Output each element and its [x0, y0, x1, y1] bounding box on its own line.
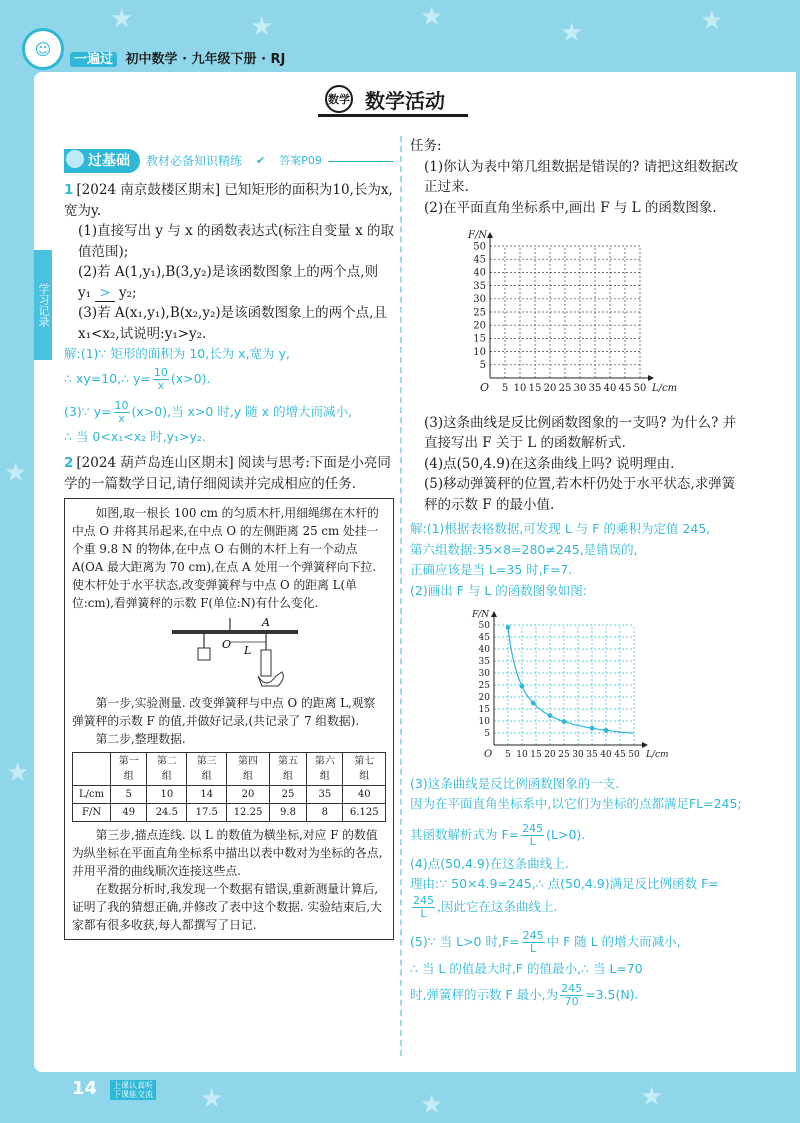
y-tick-label: 30: [473, 294, 486, 306]
y-tick-label: 35: [478, 657, 490, 667]
q1-solution-line: 解:(1)∵ 矩形的面积为 10,长为 x,宽为 y,: [64, 346, 290, 361]
question-number: 1: [64, 182, 74, 198]
solution-line: (2)画出 F 与 L 的函数图象如图:: [410, 582, 587, 598]
side-tab: 学习记录: [34, 250, 52, 360]
section-banner: [64, 148, 394, 174]
table-cell: 40: [343, 786, 386, 804]
star-icon: ★: [420, 1090, 444, 1120]
task-2: (2)在平面直角坐标系中,画出 F 与 L 的函数图象.: [424, 199, 717, 216]
sol-text: 中 F 随 L 的增大而减小,: [546, 933, 681, 949]
origin-label: O: [484, 749, 493, 760]
table-row: [73, 786, 386, 804]
math-badge-icon: 数学: [325, 85, 353, 113]
data-table: [72, 752, 386, 822]
q1-solution-line: [64, 367, 394, 392]
table-cell: 9.8: [269, 804, 306, 822]
y-tick-label: 40: [478, 645, 490, 655]
weight-box: [198, 648, 210, 660]
sol-text: (L>0).: [546, 826, 586, 842]
sol-text: 其函数解析式为 F=: [410, 826, 520, 842]
y-tick-label: 10: [473, 346, 486, 358]
denominator: x: [157, 378, 165, 392]
denominator: x: [118, 411, 125, 425]
q1-part2-text: (2)若 A(1,y₁),B(3,y₂)是该函数图象上的两个点,则 y₁: [78, 264, 379, 301]
denominator: L: [529, 834, 536, 848]
origin-label: O: [480, 381, 490, 394]
sol-text: (x>0).: [170, 370, 211, 386]
brand-label: 一遍过: [70, 52, 117, 67]
sol-text: 时,弹簧秤的示数 F 最小,为: [410, 987, 559, 1002]
x-tick-label: 50: [628, 750, 640, 760]
solution-line: ∴ 当 L 的值最大时,F 的值最小,∴ 当 L=70: [410, 960, 643, 976]
lever-diagram: [72, 616, 386, 690]
table-cell: 第五组: [269, 753, 306, 786]
table-row: [73, 804, 386, 822]
table-cell: 8: [307, 804, 343, 822]
star-icon: ★: [560, 18, 584, 48]
banner-tag: 过基础: [64, 149, 140, 174]
star-icon: ★: [250, 12, 274, 42]
star-icon: ★: [640, 1082, 664, 1112]
star-icon: ★: [420, 2, 444, 32]
table-cell: 49: [111, 804, 147, 822]
question-2-stem: [64, 453, 394, 494]
y-tick-label: 15: [473, 333, 486, 345]
diary-step4: 在数据分析时,我发现一个数据有错误,重新测量计算后,证明了我的猜想正确,并修改了表中这个数据. 实验结束后,大家都有很多收获,每人都撰写了日记.: [72, 882, 382, 932]
x-tick-label: 35: [586, 750, 598, 760]
stem-text: [2024 葫芦岛连山区期末] 阅读与思考:下面是小亮同学的一篇数学日记,请仔细阅读并完成相应的任务.: [64, 455, 391, 492]
table-cell: 5: [111, 786, 147, 804]
task-5: (5)移动弹簧秤的位置,若木杆仍处于水平状态,求弹簧秤的示数 F 的最小值.: [424, 476, 736, 513]
question-number: 2: [64, 455, 74, 471]
denominator: 70: [564, 995, 579, 1008]
check-icon: ✔: [256, 153, 266, 167]
star-icon: ★: [4, 458, 28, 488]
label-a: A: [262, 616, 270, 629]
numerator: 245: [522, 928, 544, 942]
table-cell: 10: [147, 786, 187, 804]
table-cell: L/cm: [73, 786, 111, 804]
x-tick-label: 15: [530, 750, 542, 760]
table-cell: 第四组: [227, 753, 269, 786]
solution-line: (4)点(50,4.9)在这条曲线上.: [410, 855, 569, 871]
x-axis-label: L/cm: [646, 750, 669, 760]
y-tick-label: 50: [478, 621, 490, 631]
spring-scale: [261, 650, 271, 676]
x-tick-label: 10: [516, 750, 528, 760]
series-label: 初中数学 · 九年级下册 · RJ: [125, 52, 286, 67]
mascot-icon: ☺: [22, 28, 64, 70]
fraction: [412, 895, 435, 920]
sol-text: (5)∵ 当 L>0 时,F=: [410, 933, 520, 949]
sol-text: ∴ xy=10,∴ y=: [64, 370, 151, 386]
y-tick-label: 45: [473, 254, 486, 266]
fraction: [521, 823, 544, 848]
sol-text: ,因此它在这条曲线上.: [437, 898, 558, 914]
table-cell: 第六组: [307, 753, 343, 786]
table-cell: [73, 753, 111, 786]
x-tick-label: 25: [558, 383, 572, 394]
fraction: [153, 367, 169, 392]
q1-part2-end: y₂;: [118, 284, 137, 301]
solution-line: [410, 874, 744, 920]
denominator: L: [530, 941, 537, 955]
series-header: [70, 48, 285, 67]
fraction: [114, 400, 130, 425]
answer-chart: [452, 601, 744, 774]
left-column: [64, 146, 394, 940]
x-tick-label: 20: [543, 383, 557, 394]
solution-line: [410, 983, 744, 1008]
solution-line: [410, 823, 744, 848]
sol-text: 理由:∵ 50×4.9=245,∴ 点(50,4.9)满足反比例函数 F=: [410, 876, 719, 891]
y-tick-label: 45: [478, 633, 490, 643]
x-tick-label: 40: [600, 750, 612, 760]
x-tick-label: 30: [573, 383, 587, 394]
y-axis-arrow: [487, 232, 493, 238]
task-4: (4)点(50,4.9)在这条曲线上吗? 说明理由.: [424, 455, 675, 472]
fraction: [560, 983, 583, 1008]
diary-intro: 如图,取一根长 100 cm 的匀质木杆,用细绳绑在木杆的中点 O 并将其吊起来,在中点 O 的左侧距离 25 cm 处挂一个重 9.8 N 的物体,在中点 O 右侧的木杆上有一个动点 A(OA 最大距离为 70 cm),在点 A 处用一个弹簧秤向下拉. 使木杆处于水平状态,改变弹簧秤与中点 O 的距离 L(单位:cm),看弹簧秤的示数 F(单位:N)有什么变化.: [72, 506, 379, 610]
footer-note-line: 上课认真听: [113, 1081, 153, 1090]
y-tick-label: 40: [473, 267, 486, 279]
x-tick-label: 40: [603, 383, 617, 394]
x-tick-label: 20: [544, 750, 556, 760]
table-cell: 第一组: [111, 753, 147, 786]
footer-note-line: 下课能交流: [113, 1090, 153, 1099]
solution-line: (3)这条曲线是反比例函数图象的一支.: [410, 775, 620, 791]
solution-line: 第六组数据:35×8=280≠245,是错误的,: [410, 541, 638, 557]
star-icon: ★: [6, 758, 30, 788]
diary-box: [64, 498, 394, 940]
x-axis-arrow: [642, 742, 648, 748]
x-tick-label: 15: [528, 383, 542, 394]
x-tick-label: 10: [513, 383, 527, 394]
x-tick-label: 25: [558, 750, 570, 760]
y-tick-label: 20: [478, 693, 490, 703]
answer-chart-svg: [452, 601, 702, 767]
x-tick-label: 45: [614, 750, 626, 760]
right-column: [410, 136, 744, 1008]
denominator: L: [420, 906, 427, 920]
lever-svg: [72, 616, 386, 690]
numerator: 245: [413, 893, 434, 907]
table-cell: 第二组: [147, 753, 187, 786]
tasks-title: 任务:: [410, 138, 442, 154]
table-cell: 35: [307, 786, 343, 804]
numerator: 245: [561, 982, 583, 995]
star-icon: ★: [700, 6, 724, 36]
q1-part3: (3)若 A(x₁,y₁),B(x₂,y₂)是该函数图象上的两个点,且 x₁<x₂,试说明:y₁>y₂.: [78, 305, 387, 342]
y-axis-label: F/N: [468, 230, 488, 241]
page-title: [300, 82, 470, 116]
y-axis-arrow: [491, 611, 497, 617]
y-tick-label: 20: [473, 320, 486, 332]
blank-chart-svg: [450, 218, 690, 406]
y-tick-label: 50: [473, 241, 486, 253]
table-cell: 17.5: [187, 804, 227, 822]
x-tick-label: 35: [588, 383, 602, 394]
banner-subtitle: 教材必备知识精练: [146, 153, 243, 168]
q1-part2: [64, 262, 394, 303]
y-tick-label: 5: [484, 729, 490, 739]
table-cell: 24.5: [147, 804, 187, 822]
stem-text: [2024 南京鼓楼区期末] 已知矩形的面积为10,长为x,宽为y.: [64, 182, 393, 219]
x-tick-label: 5: [505, 750, 511, 760]
solution-line: 解:(1)根据表格数据,可发现 L 与 F 的乘积为定值 245,: [410, 521, 711, 536]
sol-text: (x>0),当 x>0 时,y 随 x 的增大而减小,: [131, 403, 352, 419]
y-tick-label: 25: [473, 307, 486, 319]
table-cell: 6.125: [343, 804, 386, 822]
numerator: 245: [522, 821, 544, 835]
table-cell: 20: [227, 786, 269, 804]
task-1: (1)你认为表中第几组数据是错误的? 请把这组数据改正过来.: [424, 158, 739, 195]
x-axis-label: L/cm: [652, 383, 678, 394]
diary-step1: 第一步,实验测量. 改变弹簧秤与中点 O 的距离 L,观察弹簧秤的示数 F 的值,并做好记录,(共记录了 7 组数据).: [72, 696, 376, 728]
data-point: [506, 625, 511, 630]
q1-solution-line: [64, 400, 394, 425]
diary-step3: 第三步,描点连线. 以 L 的数值为横坐标,对应 F 的数值为纵坐标在平面直角坐标系中描出以表中数对为坐标的各点,并用平滑的曲线顺次连接这些点.: [72, 828, 383, 878]
y-axis-label: F/N: [472, 610, 490, 620]
task-3: (3)这条曲线是反比例函数图象的一支吗? 为什么? 并直接写出 F 关于 L 的函数解析式.: [424, 414, 737, 451]
table-cell: F/N: [73, 804, 111, 822]
table-cell: 第七组: [343, 753, 386, 786]
label-o: O: [222, 638, 232, 651]
table-cell: 14: [187, 786, 227, 804]
sol-text: =3.5(N).: [585, 987, 639, 1002]
star-icon: ★: [110, 4, 134, 34]
table-cell: 第三组: [187, 753, 227, 786]
function-curve: [508, 625, 634, 733]
y-tick-label: 30: [478, 669, 490, 679]
y-tick-label: 5: [479, 360, 486, 372]
fraction: [522, 930, 545, 955]
solution-line: 因为在平面直角坐标系中,以它们为坐标的点都满足FL=245;: [410, 796, 742, 811]
x-tick-label: 50: [633, 383, 647, 394]
x-tick-label: 45: [618, 383, 632, 394]
blank-chart: [450, 218, 744, 413]
diary-step2: 第二步,整理数据.: [95, 732, 186, 746]
x-tick-label: 5: [501, 383, 509, 394]
data-point: [531, 701, 536, 706]
solution-line: [410, 930, 744, 955]
banner-line: [328, 161, 394, 162]
question-1-stem: [64, 180, 394, 221]
column-divider: [400, 136, 402, 1056]
numerator: 10: [114, 398, 129, 412]
x-axis-arrow: [648, 375, 654, 381]
section-title-text: 数学活动: [365, 88, 445, 113]
data-point: [520, 684, 525, 689]
star-icon: ★: [200, 1084, 224, 1114]
y-tick-label: 15: [478, 705, 490, 715]
y-tick-label: 10: [478, 717, 490, 727]
page-number: 14: [72, 1078, 98, 1099]
y-tick-label: 35: [473, 280, 486, 292]
footer-note: [110, 1080, 156, 1100]
sol-text: (3)∵ y=: [64, 403, 112, 419]
solution-line: 正确应该是当 L=35 时,F=7.: [410, 562, 573, 577]
answer-ref: 答案P09: [279, 153, 322, 167]
table-cell: 25: [269, 786, 306, 804]
table-cell: 12.25: [227, 804, 269, 822]
data-point: [604, 728, 609, 733]
answer-blank: >: [95, 285, 114, 302]
table-row: [73, 753, 386, 786]
q1-part1: (1)直接写出 y 与 x 的函数表达式(标注自变量 x 的取值范围);: [78, 223, 394, 260]
q1-solution-line: ∴ 当 0<x₁<x₂ 时,y₁>y₂.: [64, 428, 206, 444]
numerator: 10: [153, 365, 168, 379]
x-tick-label: 30: [572, 750, 584, 760]
data-point: [590, 726, 595, 731]
label-l: L: [244, 644, 252, 657]
y-tick-label: 25: [478, 681, 490, 691]
title-underline: [318, 114, 468, 117]
data-point: [548, 713, 553, 718]
data-point: [562, 719, 567, 724]
